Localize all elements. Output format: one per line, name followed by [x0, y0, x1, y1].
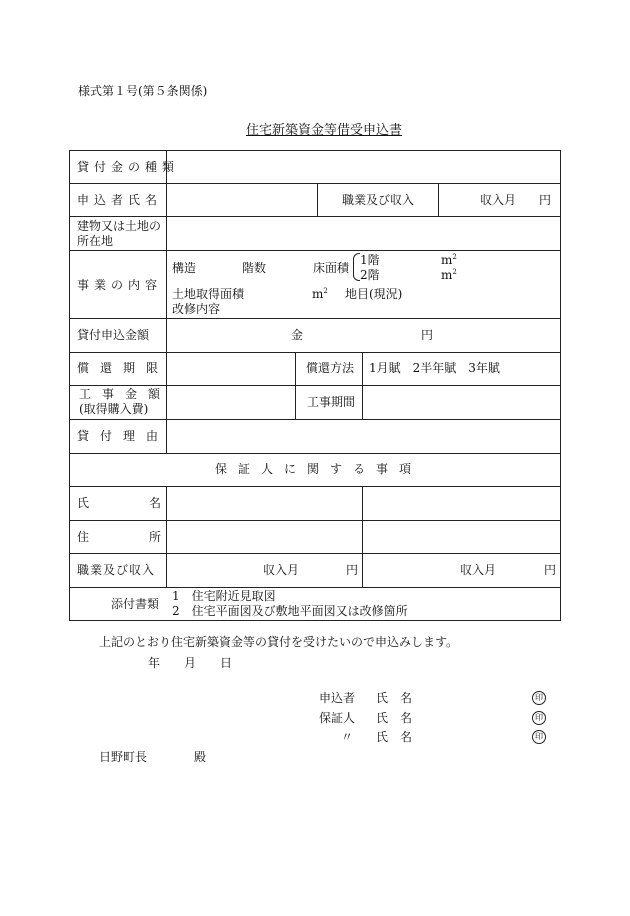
guarantor2-yen: 円	[544, 563, 557, 577]
guarantor-address-label: 住 所	[77, 530, 161, 544]
structure-label: 構造	[172, 261, 197, 275]
guarantor1-yen: 円	[346, 563, 359, 577]
honorific: 殿	[194, 750, 207, 764]
applicant-name-label: 申込者氏名	[77, 193, 163, 207]
loan-amount-yen: 円	[421, 328, 434, 342]
ditto-mark: 〃	[341, 730, 354, 744]
yen-unit: 円	[539, 193, 552, 207]
occupation-income-label: 職業及び収入	[342, 193, 415, 207]
attachment-item-1: 1 住宅附近見取図	[172, 589, 276, 603]
repayment-method-label: 償還方法	[306, 361, 355, 375]
guarantor2-income-label: 収入月	[460, 563, 497, 577]
floor-2-label: 2階	[360, 268, 380, 282]
addressee: 日野町長	[99, 750, 148, 764]
application-statement: 上記のとおり住宅新築資金等の貸付を受けたいので申込みします。	[99, 635, 459, 649]
floor-2-sqm-unit: $m^2$	[441, 268, 457, 282]
renovation-label: 改修内容	[172, 302, 221, 316]
floor-area-brace	[353, 253, 360, 281]
date-line: 年 月 日	[148, 656, 233, 670]
location-label-line1: 建物又は土地の	[77, 219, 162, 233]
floor-1-sqm-unit: $m^2$	[441, 253, 457, 267]
kin-label: 金	[291, 328, 304, 342]
construction-cost-label: 工事金額	[79, 387, 172, 401]
repayment-period-label: 償還期限	[77, 361, 170, 375]
construction-cost-sublabel: (取得購入費)	[79, 402, 149, 416]
guarantor-label: 保証人	[319, 711, 356, 725]
guarantor-name-field-label: 氏 名	[376, 711, 413, 725]
guarantor-seal-icon: 印	[532, 711, 546, 725]
floor-area-label: 床面積	[313, 261, 350, 275]
floor-1-label: 1階	[360, 253, 380, 267]
form-title: 住宅新築資金等借受申込書	[246, 123, 403, 138]
application-form-table	[69, 150, 561, 621]
project-content-label: 事業の内容	[77, 278, 163, 292]
repayment-options: 1月賦 2半年賦 3年賦	[369, 361, 500, 375]
loan-amount-label: 貸付申込金額	[77, 328, 150, 342]
floors-label: 階数	[242, 261, 267, 275]
applicant-label: 申込者	[319, 691, 356, 705]
loan-type-label: 貸付金の種類	[77, 160, 180, 174]
attachment-item-2: 2 住宅平面図及び敷地平面図又は改修箇所	[172, 604, 408, 618]
location-label-line2: 所在地	[77, 234, 114, 248]
construction-period-label: 工事期間	[307, 395, 356, 409]
guarantor2-seal-icon: 印	[532, 730, 546, 744]
form-number: 様式第１号(第５条関係)	[78, 84, 208, 98]
guarantor2-name-field-label: 氏 名	[376, 730, 413, 744]
applicant-seal-icon: 印	[532, 691, 546, 705]
guarantor1-income-label: 収入月	[263, 563, 300, 577]
guarantor-section-header: 保証人に関する事項	[215, 462, 423, 476]
guarantor-name-label: 氏 名	[77, 496, 161, 510]
land-sqm-unit: $m^2$	[312, 287, 328, 301]
land-area-label: 土地取得面積	[172, 287, 245, 301]
monthly-income-label: 収入月	[480, 193, 517, 207]
attachments-label: 添付書類	[111, 597, 160, 611]
guarantor-occupation-label: 職業及び収入	[77, 563, 156, 577]
loan-reason-label: 貸付理由	[77, 429, 170, 443]
applicant-name-field-label: 氏 名	[376, 691, 413, 705]
land-category-label: 地目(現況)	[345, 287, 403, 301]
